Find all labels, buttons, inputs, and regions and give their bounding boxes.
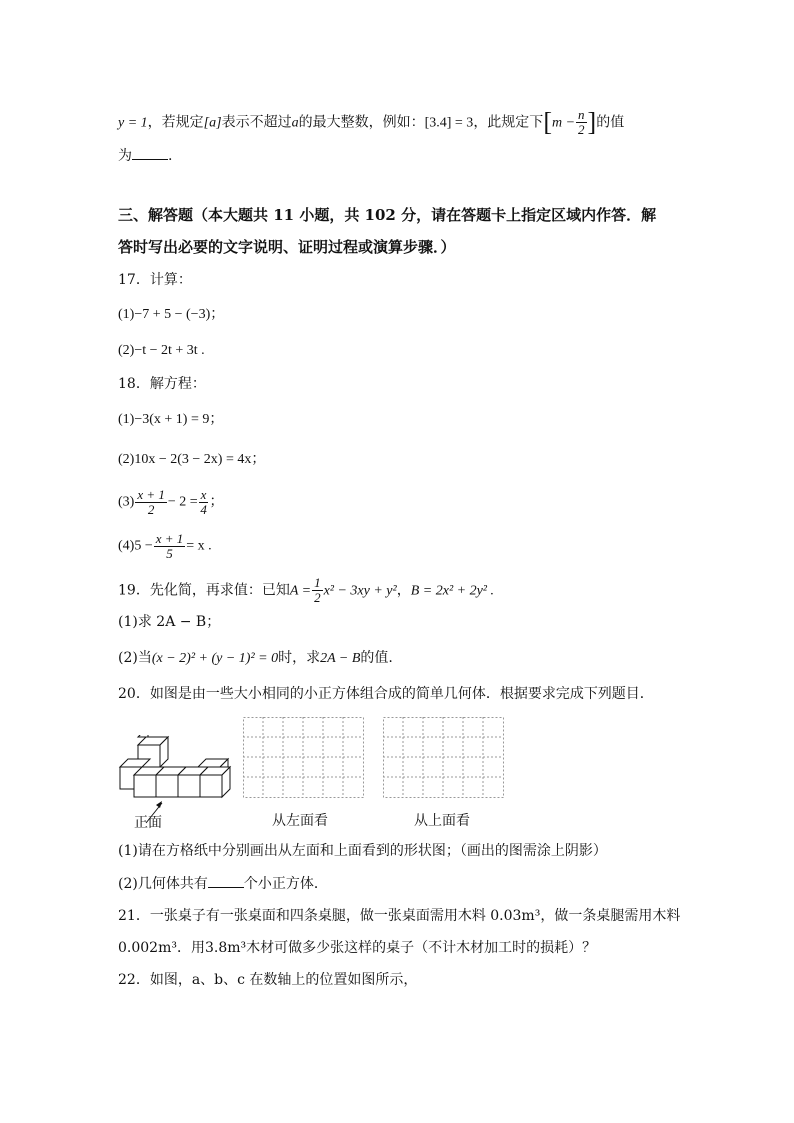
label-top-view: 从上面看 bbox=[414, 813, 470, 829]
q18-part-3: (3) $\frac{x + 1}{2}$ − 2 = $\frac{x}{4}$ ； bbox=[118, 487, 224, 517]
q19-part-1: (1)求 2A − B； bbox=[118, 614, 221, 630]
intro-text: ，若规定 bbox=[147, 114, 204, 131]
intro-var: a bbox=[291, 115, 299, 131]
intro-fraction: $\frac{n}{2}$ bbox=[578, 107, 585, 137]
q20-title: 20．如图是由一些大小相同的小正方体组合成的简单几何体．根据要求完成下列题目． bbox=[118, 686, 654, 702]
section-header-line-1: 三、解答题（本大题共 11 小题，共 102 分，请在答题卡上指定区域内作答．解 bbox=[118, 206, 657, 224]
fraction: $\frac{x}{4}$ bbox=[200, 487, 207, 517]
intro-bracket: [a] bbox=[203, 115, 222, 131]
fraction: $\frac{x + 1}{5}$ bbox=[155, 531, 184, 561]
q20-part-2: (2)几何体共有 个小正方体． bbox=[118, 873, 328, 894]
q18-part-4: (4)5 − $\frac{x + 1}{5}$ = x . bbox=[118, 531, 212, 561]
q18-title: 18．解方程： bbox=[118, 376, 206, 392]
answer-blank[interactable] bbox=[132, 145, 168, 160]
q18-part-2: (2)10x − 2(3 − 2x) = 4x； bbox=[118, 452, 266, 467]
intro-text: 的值 bbox=[596, 114, 625, 131]
q19-title: 19．先化简，再求值：已知A = $\frac{1}{2}$ x² − 3xy + y²，B = 2x² + 2y² . bbox=[118, 575, 495, 605]
intro-text: . bbox=[168, 148, 173, 164]
q21-line-2: 0.002m³．用3.8m³木材可做多少张这样的桌子（不计木材加工时的损耗）？ bbox=[118, 940, 597, 956]
grid-left-view[interactable] bbox=[243, 717, 365, 799]
q17-title: 17．计算： bbox=[118, 272, 192, 288]
q17-part-2: (2)−t − 2t + 3t . bbox=[118, 343, 205, 358]
intro-expr: m − bbox=[551, 115, 576, 131]
grid-top-view[interactable] bbox=[383, 717, 505, 799]
label-front: 正面 bbox=[134, 815, 162, 831]
intro-text: ，此规定下 bbox=[473, 114, 544, 131]
intro-y-eq: y = 1 bbox=[118, 115, 148, 131]
bracket-right: ] bbox=[587, 107, 597, 137]
bracket-left: [ bbox=[543, 107, 552, 137]
intro-line-1 bbox=[118, 108, 624, 137]
q20-part-1: (1)请在方格纸中分别画出从左面和上面看到的形状图；（画出的图需涂上阴影） bbox=[118, 843, 607, 859]
fraction: $\frac{x + 1}{2}$ bbox=[137, 487, 165, 517]
q22-line-1: 22．如图，a、b、c 在数轴上的位置如图所示， bbox=[118, 972, 418, 988]
intro-example: [3.4] = 3 bbox=[424, 115, 474, 131]
intro-text: 的最大整数，例如： bbox=[298, 114, 425, 131]
intro-text: 为 bbox=[118, 148, 132, 164]
intro-text: 表示不超过 bbox=[221, 114, 292, 131]
intro-line-2 bbox=[118, 145, 172, 166]
q17-part-1: (1)−7 + 5 − (−3)； bbox=[118, 307, 225, 322]
answer-blank[interactable] bbox=[208, 873, 244, 888]
label-left-view: 从左面看 bbox=[272, 813, 328, 829]
q18-part-1: (1)−3(x + 1) = 9； bbox=[118, 412, 224, 427]
fraction: $\frac{1}{2}$ bbox=[314, 575, 321, 605]
section-header-line-2: 答时写出必要的文字说明、证明过程或演算步骤．） bbox=[118, 238, 456, 256]
q19-part-2: (2)当(x − 2)² + (y − 1)² = 0时，求2A − B的值. bbox=[118, 650, 393, 666]
q21-line-1: 21．一张桌子有一张桌面和四条桌腿，做一张桌面需用木料 0.03m³，做一条桌腿需用木料 bbox=[118, 908, 681, 924]
